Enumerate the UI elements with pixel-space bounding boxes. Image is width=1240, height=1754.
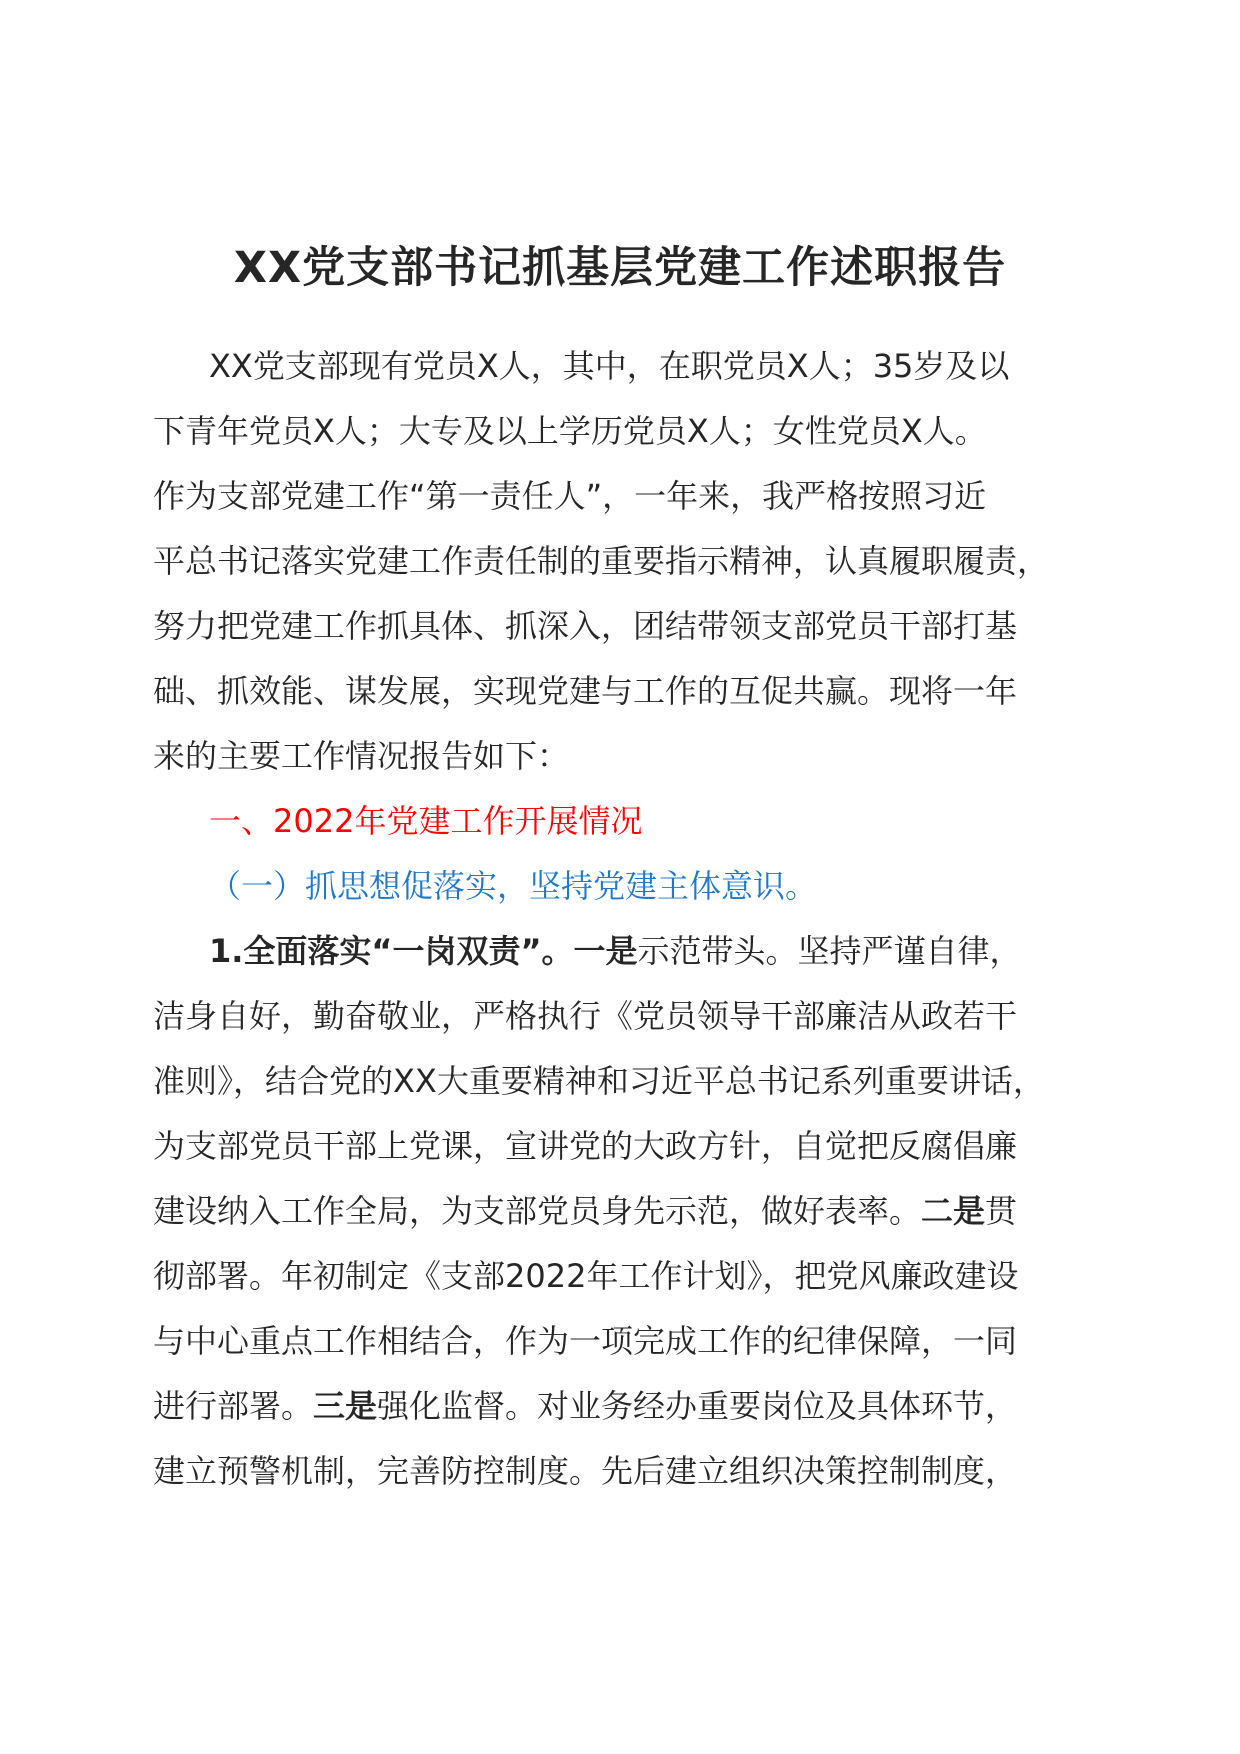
text-segment: 下青年党员X人；大专及以上学历党员X人；女性党员X人。 xyxy=(153,412,987,450)
body-line xyxy=(153,1309,1093,1374)
document-body xyxy=(153,334,1093,1504)
body-line xyxy=(153,1179,1093,1244)
text-segment: 来的主要工作情况报告如下： xyxy=(153,737,570,775)
bold-text: 三是 xyxy=(313,1387,378,1425)
text-segment: 强化监督。对业务经办重要岗位及具体环节， xyxy=(377,1387,1018,1425)
body-line xyxy=(153,464,1093,529)
text-segment: 一、2022年党建工作开展情况 xyxy=(209,802,643,840)
text-segment: 与中心重点工作相结合，作为一项完成工作的纪律保障，一同 xyxy=(153,1322,1018,1360)
body-line xyxy=(153,789,1093,854)
body-line xyxy=(153,984,1093,1049)
body-line xyxy=(153,529,1093,594)
document-title: XX党支部书记抓基层党建工作述职报告 xyxy=(233,243,1007,293)
text-segment: 准则》，结合党的XX大重要精神和习近平总书记系列重要讲话， xyxy=(153,1062,1045,1100)
text-segment: 示范带头。坚持严谨自律， xyxy=(637,932,1022,970)
body-line xyxy=(153,724,1093,789)
text-segment: 础、抓效能、谋发展，实现党建与工作的互促共赢。现将一年 xyxy=(153,672,1018,710)
text-segment: 建设纳入工作全局，为支部党员身先示范，做好表率。 xyxy=(153,1192,922,1230)
bold-text: 一是 xyxy=(573,932,638,970)
body-line xyxy=(153,594,1093,659)
bold-text: 二是 xyxy=(921,1192,986,1230)
text-segment: 彻部署。年初制定《支部2022年工作计划》，把党风廉政建设 xyxy=(153,1257,1019,1295)
text-segment: （一）抓思想促落实，坚持党建主体意识。 xyxy=(209,867,818,905)
body-line xyxy=(153,919,1093,984)
text-segment: 建立预警机制，完善防控制度。先后建立组织决策控制制度， xyxy=(153,1452,1018,1490)
body-line xyxy=(153,399,1093,464)
body-line xyxy=(153,1374,1093,1439)
text-segment: XX党支部现有党员X人，其中，在职党员X人；35岁及以 xyxy=(209,347,1010,385)
text-segment: 努力把党建工作抓具体、抓深入，团结带领支部党员干部打基 xyxy=(153,607,1018,645)
body-line xyxy=(153,1049,1093,1114)
body-line xyxy=(153,659,1093,724)
body-line xyxy=(153,1439,1093,1504)
text-segment: 平总书记落实党建工作责任制的重要指示精神，认真履职履责， xyxy=(153,542,1050,580)
text-segment: 进行部署。 xyxy=(153,1387,314,1425)
text-segment: 洁身自好，勤奋敬业，严格执行《党员领导干部廉洁从政若干 xyxy=(153,997,1018,1035)
body-line xyxy=(153,334,1093,399)
body-line xyxy=(153,854,1093,919)
body-line xyxy=(153,1244,1093,1309)
bold-text: 1.全面落实“一岗双责”。 xyxy=(209,932,574,970)
text-segment: 作为支部党建工作“第一责任人”，一年来，我严格按照习近 xyxy=(153,477,987,515)
body-line xyxy=(153,1114,1093,1179)
text-segment: 贯 xyxy=(985,1192,1018,1230)
text-segment: 为支部党员干部上党课，宣讲党的大政方针，自觉把反腐倡廉 xyxy=(153,1127,1018,1165)
